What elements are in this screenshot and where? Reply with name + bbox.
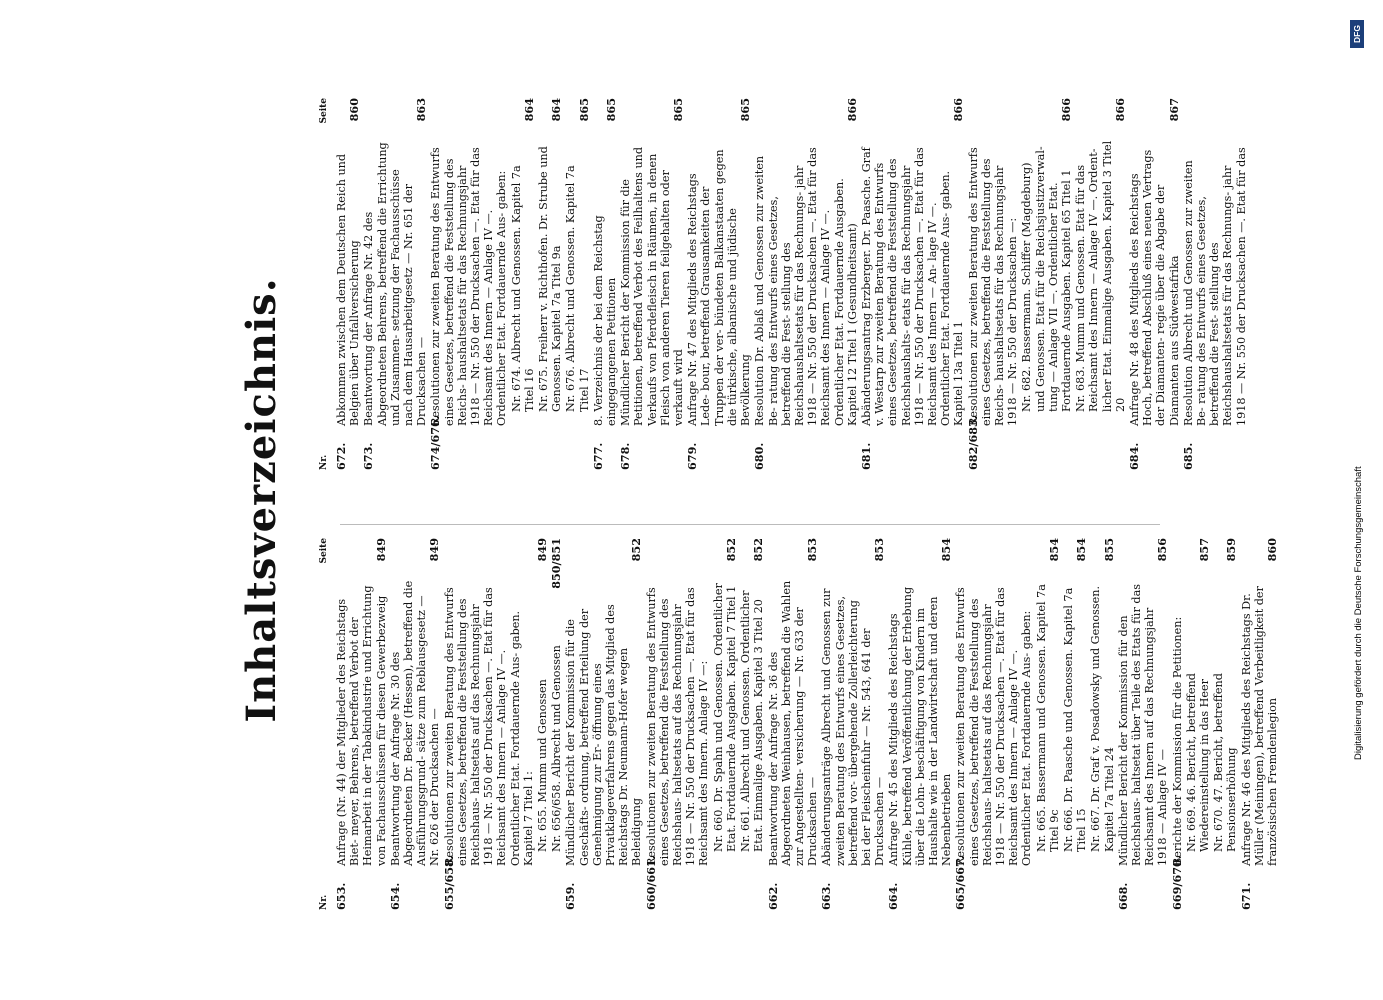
index-entry: [967, 140, 1020, 470]
entry-text: Nr. 674. Albrecht und Genossen. Kapitel 7a Titel 16: [509, 165, 536, 412]
entry-text: Beantwortung der Anfrage Nr. 36 des Abgeordneten Weinhausen, betreffend die Wahlen zur Angestellten- versicherung — Nr. 633 der Drucksachen —: [766, 580, 820, 866]
page-number: 856: [1155, 538, 1170, 562]
entry-text: Nr. 670. 47. Bericht, betreffend Pensionserhöhung: [1212, 673, 1239, 852]
right-column: [315, 98, 1249, 470]
page-number: 860: [1265, 538, 1280, 562]
page-number: 852: [751, 538, 766, 562]
page-number: 865: [738, 98, 753, 122]
index-entry: [685, 98, 753, 470]
index-entry: [334, 98, 362, 470]
entry-number: 684.: [1126, 442, 1141, 470]
entry-text: Resolution Albrecht und Genossen zur zweiten Be- ratung des Entwurfs eines Gesetzes, betreffend die Fest- stellung des Reichshaushaltsetats für das Rechnungs- jahr 1918 — Nr. 550 der Drucksachen —. Etat für das: [1181, 147, 1248, 426]
index-entry: [618, 98, 686, 470]
entry-text: Nr. 655. Mumm und Genossen: [536, 679, 550, 852]
entry-text: Anfrage Nr. 47 des Mitglieds des Reichstags Lede- bour, betreffend Grausamkeiten der Truppen der ver- bündeten Balkanstaaten gegen die türkische, albanische und jüdische Bevölkerung: [686, 149, 753, 426]
left-column: [315, 538, 1280, 910]
page-number: 865: [576, 98, 591, 122]
entry-text: Berichte der Kommission für die Petitionen:: [1170, 616, 1184, 866]
sub-entry: [564, 98, 591, 456]
index-entry: [1126, 98, 1181, 470]
entry-number: 682/683.: [965, 415, 980, 470]
entry-number: 679.: [685, 442, 700, 470]
page-number: 855: [1101, 538, 1116, 562]
nr-label: Nr.: [319, 894, 329, 910]
entry-number: 672.: [334, 442, 348, 470]
page-number: 853: [805, 538, 820, 562]
entry-text: Resolutionen zur zweiten Beratung des Entwurfs eines Gesetzes, betreffend die Feststellung des Reichshaus- haltsetats auf das Rechnungsjahr 1918 — Nr. 550 der Drucksachen —. Etat für das Reichsamt des Innern. Anlage IV —:: [644, 587, 711, 866]
page-number: 860: [347, 98, 362, 122]
entry-text: Abänderungsanträge Albrecht und Genossen zur zweiten Beratung des Entwurfs eines Gesetzes, betreffend vor- übergehende Zollerleichterung bei der Fleischeinfuhr — Nr. 543, 641 der Drucksachen —: [820, 588, 887, 866]
entry-text: Resolutionen zur zweiten Beratung des Entwurfs eines Gesetzes, betreffend die Feststellung des Reichs- haushaltsetats für das Rechnungsjahr 1918 — Nr. 550 der Drucksachen —:: [966, 147, 1020, 426]
column-header: [315, 538, 335, 910]
sub-entry: [1212, 538, 1239, 896]
page-number: 864: [521, 98, 536, 122]
entry-text: Mündlicher Bericht der Kommission für den Reichshaus- haltsetat über Teile des Etats für das Reichsamt des Innern auf das Rechnungsjahr 1918 — Anlage IV —: [1116, 584, 1170, 866]
page-title: Inhaltsverzeichnis.: [238, 277, 285, 723]
footer-text: Digitalisierung gefördert durch die Deutsche Forschungsgemeinschaft: [1353, 466, 1364, 760]
index-entry: [1171, 580, 1184, 910]
index-entry: [563, 538, 644, 910]
sub-entry: [1034, 538, 1061, 896]
page-number: 854: [939, 538, 954, 562]
page-number: 866: [1058, 98, 1073, 122]
entry-number: 665/667.: [953, 855, 968, 910]
index-entry: [819, 538, 887, 910]
page-number: 850/851: [549, 538, 564, 589]
entry-number: 654.: [387, 882, 402, 910]
sub-entry: [537, 98, 564, 456]
entry-text: Mündlicher Bericht der Kommission für die Geschäfts- ordnung, betreffend Erteilung der Genehmigung zur Er- öffnung eines Privatklageverfahrens gegen das Mitglied des Reichstags Dr. Neumann-Hofer wegen Beleidigung: [564, 604, 644, 866]
page-number: 852: [629, 538, 644, 562]
seite-label: Seite: [319, 538, 329, 564]
index-entry: [858, 98, 966, 470]
page-number: 866: [1112, 98, 1127, 122]
index-entry: [387, 538, 442, 910]
sub-entry: [549, 538, 564, 896]
page-number: 849: [427, 538, 442, 562]
entry-text: Nr. 675. Freiherr v. Richthofen. Dr. Strube und Genossen. Kapitel 7a Titel 9a: [537, 146, 564, 412]
index-entry: [1238, 538, 1280, 910]
entry-number: 659.: [563, 882, 578, 910]
entry-number: 673.: [361, 442, 376, 470]
entry-text: Nr. 661. Albrecht und Genossen. Ordentlicher Etat. Einmalige Ausgaben. Kapitel 3 Titel 20: [739, 590, 766, 852]
index-entry: [334, 538, 388, 910]
entry-text: Nr. 660. Dr. Spahn und Genossen. Ordentlicher Etat. Fortdauernde Ausgaben. Kapitel 7 Titel 1: [711, 583, 738, 852]
page-number: 865: [604, 98, 619, 122]
page-number: 857: [1197, 538, 1211, 562]
sub-entry: [1089, 538, 1116, 896]
entry-number: 663.: [819, 882, 834, 910]
entry-text: Anfrage (Nr. 44) der Mitglieder des Reichstags Biet- meyer, Behrens, betreffend Verbot der Heimarbeit in der Tabakindustrie und Errichtung von Fachausschüssen für diesen Gewerbezweig: [335, 585, 388, 866]
page-number: 853: [872, 538, 887, 562]
index-entry: [429, 140, 508, 470]
page-number: 852: [723, 538, 738, 562]
index-entry: [1182, 140, 1248, 470]
sub-entry: [1061, 538, 1089, 896]
entry-number: 674/676.: [428, 415, 443, 470]
dfg-logo: DFG: [1350, 20, 1364, 48]
column-divider: [340, 524, 1160, 525]
page-number: 864: [549, 98, 564, 122]
index-entry: [443, 580, 535, 910]
nr-label: Nr.: [319, 454, 329, 470]
seite-label: Seite: [319, 98, 329, 124]
entry-text: Nr. 669. 46. Bericht, betreffend Wiedereinstellung in das Heer: [1184, 673, 1211, 852]
page-number: 867: [1166, 98, 1181, 122]
page-number: 854: [1074, 538, 1089, 562]
entry-text: Abkommen zwischen dem Deutschen Reich und Belgien über Unfallversicherung: [335, 153, 362, 426]
entry-number: 681.: [858, 442, 873, 470]
entry-text: Resolution Dr. Ablaß und Genossen zur zweiten Be- ratung des Entwurfs eines Gesetzes, betreffend die Fest- stellung des Reichshaushaltsetats für das Rechnungs- jahr 1918 — Nr. 550 der Drucksachen —. Etat für das Reichsamt des Innern — Anlage IV —. Ordentlicher Etat. Fortdauernde Ausgaben. Kapitel 12 Titel 1 (Gesundheitsamt): [753, 147, 859, 426]
index-entry: [954, 580, 1033, 910]
entry-text: Resolutionen zur zweiten Beratung des Entwurfs eines Gesetzes, betreffend die Feststellung des Reichshaus- haltsetats auf das Rechnungsjahr 1918 — Nr. 550 der Drucksachen —. Etat für das Reichsamt des Innern — Anlage IV —. Ordentlicher Etat. Fortdauernde Aus- gaben:: [954, 587, 1034, 866]
index-entry: [1115, 538, 1170, 910]
entry-text: 8. Verzeichnis der bei dem Reichstag eingegangenen Petitionen: [591, 215, 619, 426]
page-number: 865: [671, 98, 686, 122]
sub-entry: [1184, 538, 1211, 896]
entry-number: 680.: [752, 442, 767, 470]
page-number: 866: [844, 98, 859, 122]
entry-text: Nr. 667. Dr. Graf v. Posadowsky und Genossen. Kapitel 7a Titel 24: [1089, 585, 1116, 852]
page-number: 863: [414, 98, 429, 122]
entry-number: 653.: [334, 882, 348, 910]
entry-number: 671.: [1238, 882, 1253, 910]
page-number: 854: [1046, 538, 1061, 562]
index-entry: [590, 98, 619, 470]
page-number: 859: [1224, 538, 1239, 562]
entry-text: Abänderungsantrag Erzberger. Dr. Paasche. Graf v. Westarp zur zweiten Beratung des Entwurfs eines Gesetzes, betreffend die Feststellung des Reichshaushalts- etats für das Rechnungsjahr 1918 — Nr. 550 der Drucksachen —. Etat für das Reichsamt des Innern — An- lage IV —. Ordentlicher Etat. Fortdauernde Aus- gaben. Kapitel 13a Titel 1: [859, 147, 966, 426]
entry-text: Nr. 683. Mumm und Genossen. Etat für das Reichsamt des Innern — Anlage IV —. Ordent- licher Etat. Einmalige Ausgaben. Kapitel 3 Titel 20: [1074, 140, 1127, 412]
entry-number: 660/661.: [643, 855, 658, 910]
index-entry: [645, 580, 711, 910]
entry-number: 655/658.: [441, 855, 456, 910]
entry-text: Resolutionen zur zweiten Beratung des Entwurfs eines Gesetzes, betreffend die Feststellung des Reichshaus- haltsetats auf das Rechnungsjahr 1918 — Nr. 550 der Drucksachen —. Etat für das Reichsamt des Innern — Anlage IV —. Ordentlicher Etat. Fortdauernde Aus- gaben. Kapitel 7 Titel 1:: [442, 587, 535, 866]
index-entry: [886, 538, 954, 910]
entry-number: 685.: [1180, 442, 1195, 470]
sub-entry: [1020, 98, 1073, 456]
entry-text: Nr. 656/658. Albrecht und Genossen: [550, 645, 564, 852]
page-number: 849: [373, 538, 388, 562]
sub-entry: [535, 538, 550, 896]
entry-list: [334, 98, 1248, 470]
entry-number: 664.: [886, 882, 901, 910]
entry-text: Anfrage Nr. 45 des Mitglieds des Reichstags Kühle, betreffend Veröffentlichung der Erhebung über die Lohn- beschäftigung von Kindern im Haushalte wie in der Landwirtschaft und deren Nebenbetrieben: [887, 586, 954, 866]
sub-entry: [739, 538, 766, 896]
sub-entry: [711, 538, 738, 896]
entry-text: Nr. 682. Bassermann. Schiffer (Magdeburg) und Genossen. Etat für die Reichsjustizverwal- tung — Anlage VII —. Ordentlicher Etat. Fortdauernde Ausgaben. Kapitel 65 Titel 1: [1020, 146, 1073, 412]
column-header: [315, 98, 335, 470]
index-entry: [752, 98, 859, 470]
entry-number: 668.: [1115, 882, 1130, 910]
sub-entry: [1074, 98, 1127, 456]
page-number: 849: [535, 538, 550, 562]
entry-number: 677.: [590, 442, 605, 470]
entry-text: Anfrage Nr. 46 des Mitglieds des Reichstags Dr. Müller (Meiningen), betreffend Verbeitligkeit der französischen Fremdenlegion: [1239, 586, 1280, 866]
index-entry: [361, 98, 429, 470]
entry-text: Mündlicher Bericht der Kommission für die Petitionen, betreffend Verbot des Feilhaltens und Verkaufs von Pferdefleisch in Räumen, in denen Fleisch von anderen Tieren feilgehalten oder verkauft wird: [619, 146, 686, 426]
entry-text: Nr. 665. Bassermann und Genossen. Kapitel 7a Titel 9c: [1034, 584, 1061, 852]
entry-number: 678.: [618, 442, 633, 470]
digitization-footer: [1353, 20, 1364, 760]
entry-text: Beantwortung der Anfrage Nr. 42 des Abgeordneten Behrens, betreffend die Errichtung und Zusammen- setzung der Fachausschüsse nach dem Hausarbeitgesetz — Nr. 651 der Drucksachen —: [362, 142, 429, 426]
entry-text: Anfrage Nr. 48 des Mitglieds des Reichstags Hoch, betreffend Abschluß eines neuen Vertrags der Diamanten- regie über die Abgabe der Diamanten aus Südwestafrika: [1127, 149, 1181, 426]
page-number: 866: [951, 98, 966, 122]
entry-text: Beantwortung der Anfrage Nr. 30 des Abgeordneten Dr. Becker (Hessen), betreffend die Ausführungsgrund- sätze zum Reblausgesetz — Nr. 626 der Drucksachen —: [388, 580, 442, 866]
entry-number: 669/670.: [1169, 855, 1184, 910]
sub-entry: [509, 98, 536, 456]
index-entry: [765, 538, 820, 910]
entry-text: Nr. 666. Dr. Paasche und Genossen. Kapitel 7a Titel 15: [1061, 587, 1089, 852]
entry-text: Nr. 676. Albrecht und Genossen. Kapitel 7a Titel 17: [564, 165, 591, 412]
entry-list: [334, 538, 1280, 910]
entry-text: Resolutionen zur zweiten Beratung des Entwurfs eines Gesetzes, betreffend die Feststellung des Reichs- haushaltsetats für das Rechnungsjahr 1918 — Nr. 550 der Drucksachen —. Etat für das Reichsamt des Innern — Anlage IV —. Ordentlicher Etat. Fortdauernde Aus- gaben:: [429, 147, 509, 426]
entry-number: 662.: [765, 882, 780, 910]
